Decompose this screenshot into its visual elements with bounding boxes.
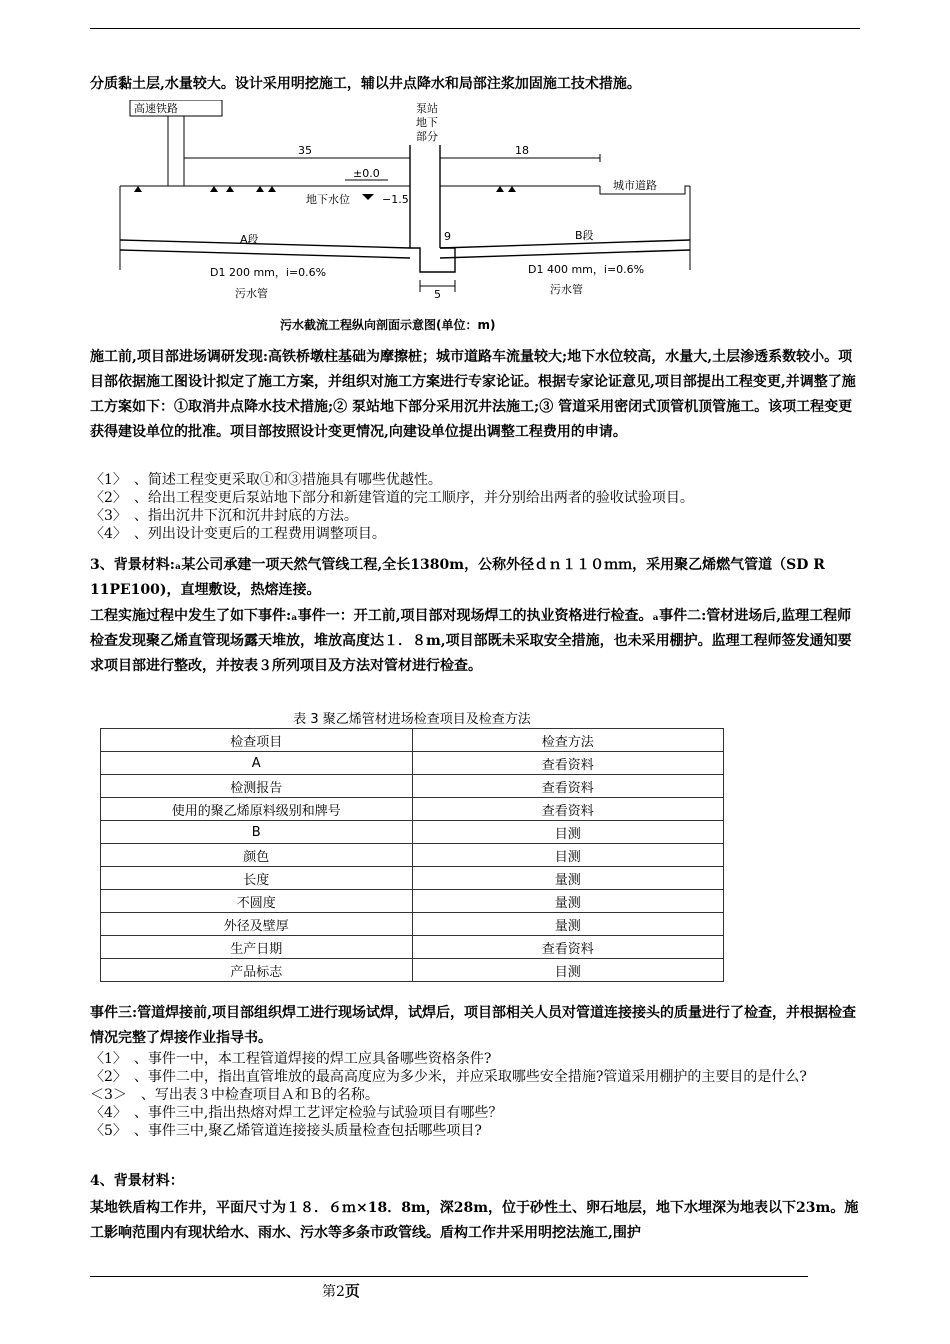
table-header: 检查项目: [101, 729, 413, 752]
pipe-a-top: [120, 240, 410, 248]
footer-prefix: 第: [322, 1284, 336, 1300]
pipe-b-bottom: [440, 250, 690, 258]
footer-suffix: 页: [344, 1282, 360, 1300]
question-item: 〈4〉 、列出设计变更后的工程费用调整项目。: [90, 526, 386, 542]
inspection-table: [100, 728, 724, 982]
question-item: 〈5〉 、事件三中,聚乙烯管道连接接头质量检查包括哪些项目?: [90, 1123, 482, 1139]
table-header: 检查方法: [412, 729, 724, 752]
fig-dim-18: 18: [515, 144, 529, 157]
bridge-pier: [168, 116, 184, 186]
fig-seg-b: B段: [575, 229, 594, 242]
fig-dim-35: 35: [298, 144, 312, 157]
water-level-marker: [362, 194, 374, 200]
table-row: 颜色 目测: [101, 844, 724, 867]
table-row: A 查看资料: [101, 752, 724, 775]
table-row: 不圆度 量测: [101, 890, 724, 913]
question-item: 〈1〉 、简述工程变更采取①和③措施具有哪些优越性。: [90, 472, 442, 488]
fig-pipe-a: D1 200 mm，i=0.6%: [210, 266, 327, 279]
section-diagram-svg: [110, 100, 710, 340]
fig-pump-3: 部分: [416, 130, 438, 143]
fig-elev-zero: ±0.0: [353, 167, 380, 180]
table-row: 长度 量测: [101, 867, 724, 890]
footer-rule: [90, 1276, 808, 1277]
fig-sewer-b: 污水管: [550, 283, 583, 296]
table-header-row: [101, 729, 724, 752]
fig-pump-1: 泵站: [416, 102, 438, 115]
para-shield-well: 某地铁盾构工作井，平面尺寸为１８．６ｍ×18．8m，深28m，位于砂性土、卵石地层，地下水埋深为地表以下23m。施工影响范围内有现状给水、雨水、污水等多条市政管线。盾构工作井采用明挖法施工,围护: [90, 1200, 859, 1241]
fig-city-road: 城市道路: [613, 179, 657, 192]
header-rule: [90, 28, 860, 29]
page-number: 2: [336, 1284, 345, 1300]
para-construction-plan: 施工前,项目部进场调研发现:高铁桥墩柱基础为摩擦桩；城市道路车流量较大;地下水位较高，水量大,土层渗透系数较小。项目部依据施工图设计拟定了施工方案，并组织对施工方案进行专家论证。根据专家论证意见,项目部提出工程变更,并调整了施工方案如下：①取消井点降水技术措施;② 泵站地下部分采用沉井法施工;③ 管道采用密闭式顶管机顶管施工。该项工程变更获得建设单位的批准。项目部按照设计变更情况,向建设单位提出调整工程费用的申请。: [90, 349, 856, 440]
table-row: B 目测: [101, 821, 724, 844]
table-row: 外径及壁厚 量测: [101, 913, 724, 936]
table-row: 使用的聚乙烯原料级别和牌号 查看资料: [101, 798, 724, 821]
pump-pit: [410, 248, 455, 272]
question-item: 〈2〉 、事件二中，指出直管堆放的最高高度应为多少米，并应采取哪些安全措施?管道采用棚护的主要目的是什么?: [90, 1069, 807, 1085]
table-title: 表 3 聚乙烯管材进场检查项目及检查方法: [293, 712, 531, 727]
fig-caption: 污水截流工程纵向剖面示意图(单位：m): [280, 318, 496, 332]
table-row: 产品标志 目测: [101, 959, 724, 982]
fig-groundwater: 地下水位: [306, 193, 350, 206]
fig-seg-a: A段: [240, 233, 259, 246]
question-item: 〈4〉 、事件三中,指出热熔对焊工艺评定检验与试验项目有哪些？: [90, 1105, 503, 1121]
fig-gw-level: −1.5: [382, 193, 409, 206]
para-event-three: 事件三:管道焊接前,项目部组织焊工进行现场试焊，试焊后，项目部相关人员对管道连接接头的质量进行了检查，并根据检查情况完整了焊接作业指导书。: [90, 1005, 857, 1046]
intro-line: 分质黏土层,水量较大。设计采用明挖施工，辅以井点降水和局部注浆加固施工技术措施。: [90, 76, 641, 92]
fig-depth-9: 9: [444, 230, 451, 243]
section-diagram: [110, 100, 710, 340]
question-list-2: [90, 1050, 860, 1140]
fig-dim-5: 5: [434, 288, 441, 301]
fig-railway: 高速铁路: [134, 102, 178, 115]
bg4-title: 4、背景材料：: [90, 1173, 184, 1189]
bg3-title: 3、背景材料:ₐ某公司承建一项天然气管线工程,全长1380m，公称外径ｄｎ１１０ｍｍ，采用聚乙烯燃气管道（SD R 11PE100)，直埋敷设，热熔连接。: [90, 557, 825, 598]
fig-sewer-a: 污水管: [235, 287, 268, 300]
fig-pipe-b: D1 400 mm，i=0.6%: [528, 263, 645, 276]
pipe-a-bottom: [120, 250, 410, 258]
page-footer: [322, 1280, 360, 1301]
question-item: 〈2〉 、给出工程变更后泵站地下部分和新建管道的完工顺序，并分别给出两者的验收试验项目。: [90, 490, 694, 506]
table-row: 生产日期 查看资料: [101, 936, 724, 959]
pipe-b-top: [440, 240, 690, 248]
question-item: ＜3＞ 、写出表３中检查项目Ａ和Ｂ的名称。: [90, 1087, 379, 1103]
para-events: 工程实施过程中发生了如下事件:ₐ事件一：开工前,项目部对现场焊工的执业资格进行检查。ₐ事件二:管材进场后,监理工程师检查发现聚乙烯直管现场露天堆放，堆放高度达１．８m,项目部既未采取安全措施，也未采用棚护。监理工程师签发通知要求项目部进行整改，并按表３所列项目及方法对管材进行检查。: [90, 608, 852, 674]
table-row: 检测报告 查看资料: [101, 775, 724, 798]
fig-pump-2: 地下: [416, 116, 438, 129]
question-item: 〈1〉 、事件一中，本工程管道焊接的焊工应具备哪些资格条件?: [90, 1051, 492, 1067]
question-item: 〈3〉 、指出沉井下沉和沉井封底的方法。: [90, 508, 358, 524]
question-list-1: [90, 471, 860, 543]
